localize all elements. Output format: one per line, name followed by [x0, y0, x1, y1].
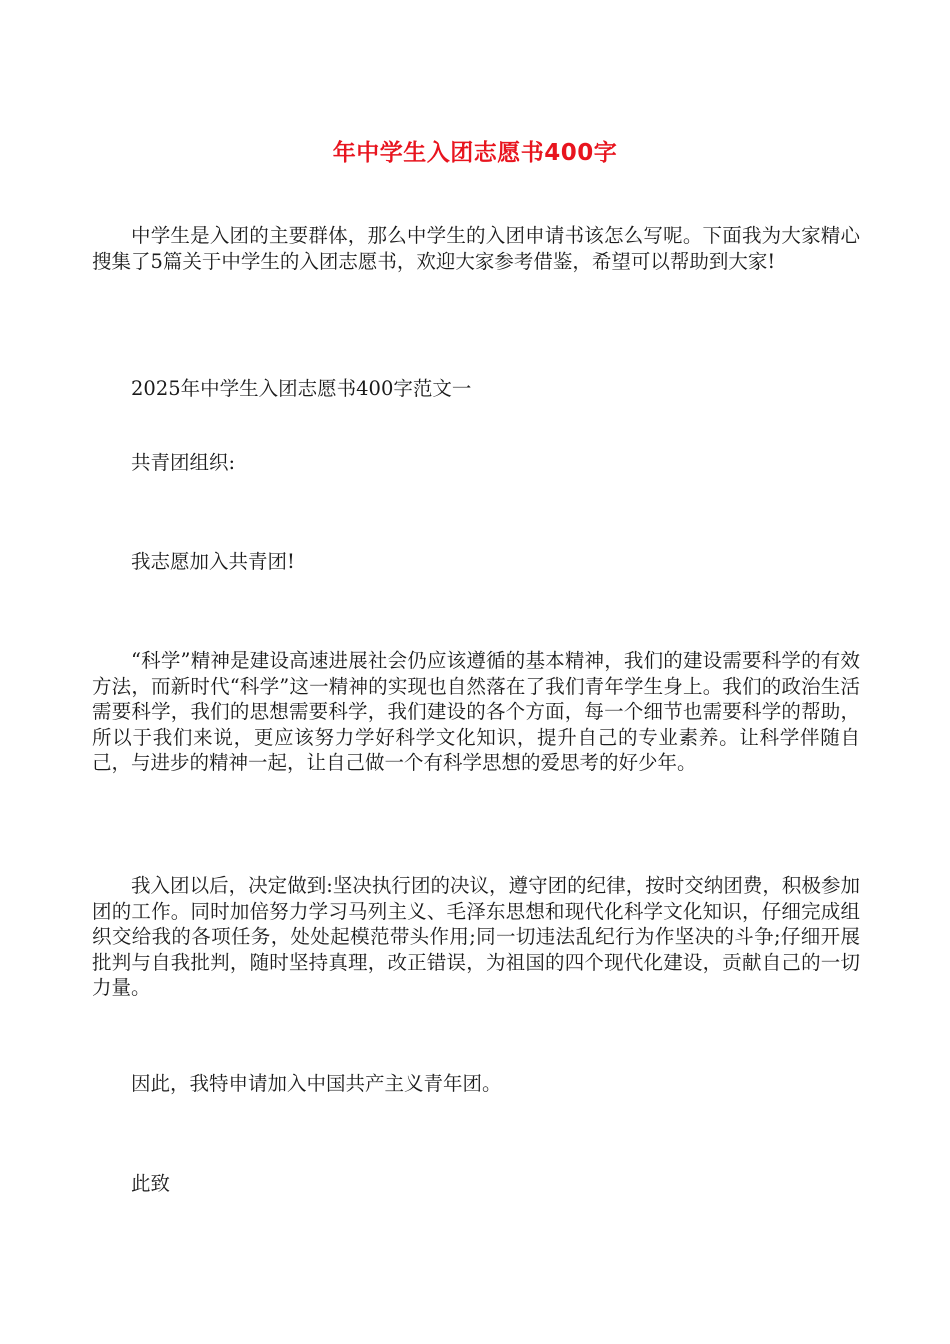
sample-heading: 2025年中学生入团志愿书400字范文一: [131, 377, 472, 400]
commitment-paragraph: 我入团以后，决定做到:坚决执行团的决议，遵守团的纪律，按时交纳团费，积极参加团的工作。同时加倍努力学习马列主义、毛泽东思想和现代化科学文化知识，仔细完成组织交给我的各项任务，处处起模范带头作用;同一切违法乱纪行为作坚决的斗争;仔细开展批判与自我批判，随时坚持真理，改正错误，为祖国的四个现代化建设，贡献自己的一切力量。: [92, 874, 860, 999]
salutation: 共青团组织:: [131, 451, 236, 474]
application-statement: 因此，我特申请加入中国共产主义青年团。: [131, 1072, 502, 1095]
intro-paragraph: 中学生是入团的主要群体，那么中学生的入团申请书该怎么写呢。下面我为大家精心搜集了5篇关于中学生的入团志愿书，欢迎大家参考借鉴，希望可以帮助到大家!: [92, 224, 860, 273]
closing-phrase: 此致: [131, 1172, 171, 1195]
science-paragraph: “科学”精神是建设高速进展社会仍应该遵循的基本精神，我们的建设需要科学的有效方法，而新时代“科学”这一精神的实现也自然落在了我们青年学生身上。我们的政治生活需要科学，我们的思想需要科学，我们建设的各个方面，每一个细节也需要科学的帮助，所以于我们来说，更应该努力学好科学文化知识，提升自己的专业素养。让科学伴随自己，与进步的精神一起，让自己做一个有科学思想的爱思考的好少年。: [92, 649, 860, 774]
declaration: 我志愿加入共青团!: [131, 550, 295, 573]
document-title: 年中学生入团志愿书400字: [332, 140, 618, 166]
